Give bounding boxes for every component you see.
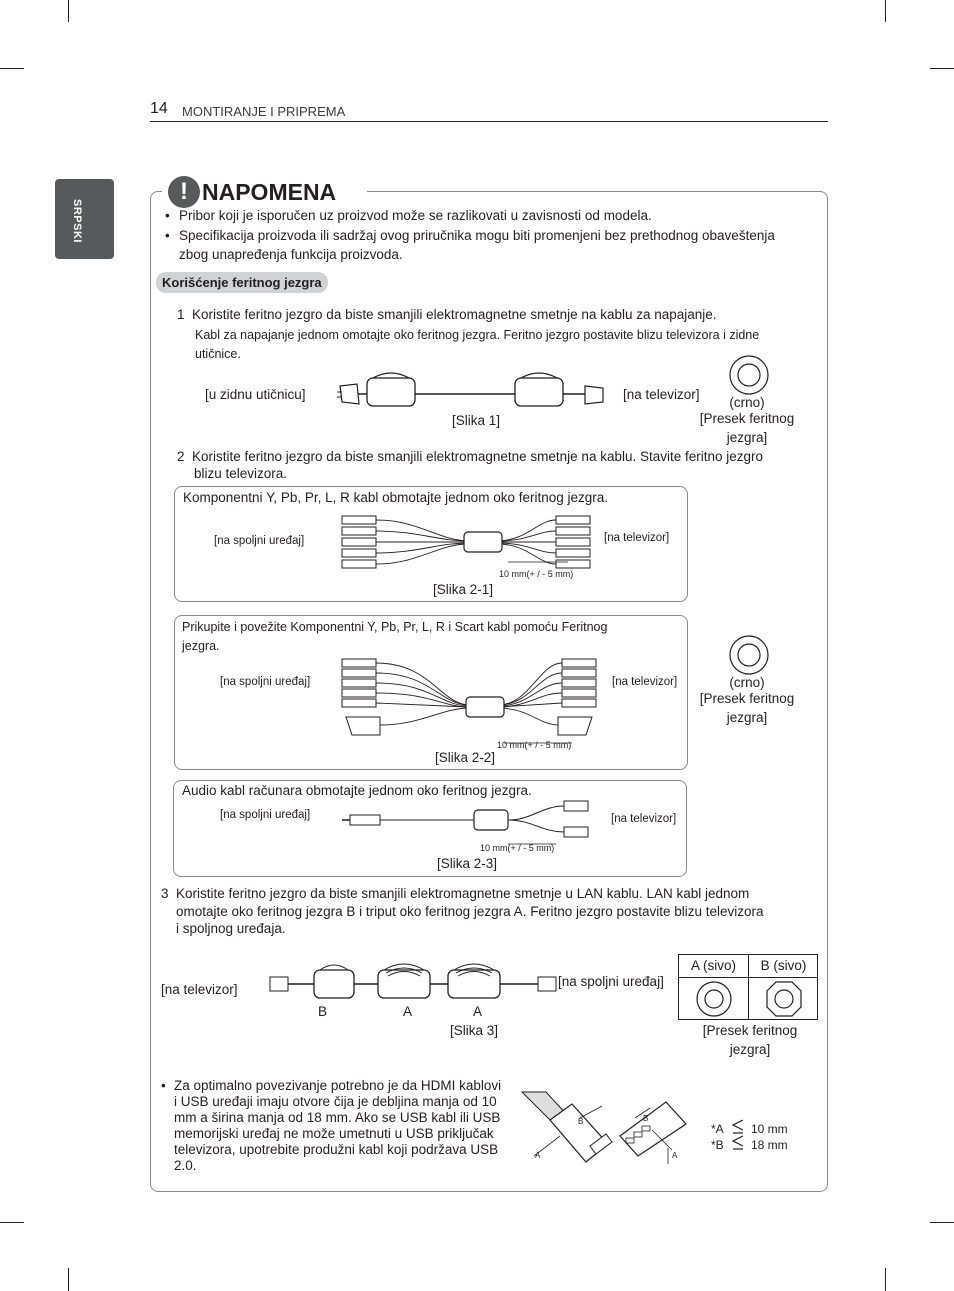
table-header: A (sivo) — [690, 958, 736, 973]
hdmi-note-line: i USB uređaji imaju otvore čija je debljina manja od 10 — [174, 1094, 497, 1109]
core-caption: jezgra] — [729, 1042, 771, 1057]
component-cable-figure — [338, 510, 594, 572]
step-text: blizu televizora. — [194, 466, 288, 481]
step-text: Koristite feritno jezgro da biste smanjili elektromagnetne smetnje u LAN kablu. LAN kabl jednom — [176, 886, 750, 901]
label-wall-outlet: [u zidnu utičnicu] — [205, 387, 306, 402]
label-to-tv: [na televizor] — [161, 982, 238, 997]
hdmi-usb-dimension-figure — [520, 1086, 695, 1168]
hdmi-note-line: televizora, upotrebite produžni kabl koji podržava USB — [174, 1142, 499, 1157]
dimension-label: 10 mm(+ / - 5 mm) — [499, 569, 574, 579]
spec-value: 10 mm — [751, 1122, 788, 1136]
label-to-tv: [na televizor] — [611, 813, 677, 825]
box-text: Audio kabl računara obmotajte jednom oko feritnog jezgra. — [182, 783, 532, 798]
step-detail: Kabl za napajanje jednom omotajte oko feritnog jezgra. Feritno jezgro postavite blizu televizora i zidne — [195, 328, 760, 342]
core-marker-a: A — [473, 1004, 483, 1019]
crop-mark — [930, 1222, 954, 1223]
bullet-dot: • — [165, 208, 170, 223]
dimension-marker-a: A — [672, 1151, 678, 1160]
power-cable-figure — [335, 370, 610, 415]
step-number: 3 — [161, 886, 169, 901]
bullet-dot: • — [165, 228, 170, 243]
core-caption: jezgra] — [726, 710, 768, 725]
label-external-device: [na spoljni uređaj] — [220, 809, 311, 821]
core-caption: [Presek feritnog — [699, 411, 795, 426]
figure-caption: [Slika 1] — [452, 413, 501, 428]
core-marker-b: B — [318, 1004, 328, 1019]
label-to-tv: [na televizor] — [604, 532, 670, 544]
ferrite-core-section-black — [727, 635, 771, 675]
hdmi-note-line: mm a širina manja od 18 mm. Ako se USB kabl ili USB — [174, 1110, 501, 1125]
bullet-dot: • — [161, 1078, 166, 1093]
crop-mark — [68, 0, 69, 22]
component-scart-cable-figure — [340, 655, 600, 745]
step-number: 2 — [177, 449, 185, 464]
crop-mark — [68, 1268, 69, 1291]
core-color-label: (crno) — [729, 675, 765, 690]
crop-mark — [0, 1222, 24, 1223]
step-detail: utičnice. — [195, 347, 241, 361]
core-color-label: (crno) — [729, 395, 765, 410]
crop-mark — [0, 68, 24, 69]
label-external-device: [na spoljni uređaj] — [558, 974, 664, 989]
hdmi-note-line: Za optimalno povezivanje potrebno je da HDMI kablovi — [174, 1078, 502, 1093]
language-tab — [55, 179, 114, 259]
label-to-tv: [na televizor] — [612, 676, 678, 688]
label-to-tv: [na televizor] — [623, 387, 700, 402]
ferrite-core-a-section — [695, 980, 733, 1018]
dimension-label: 10 mm(+ / - 5 mm) — [497, 740, 572, 750]
step-text: Koristite feritno jezgro da biste smanjili elektromagnetne smetnje na kablu. Stavite feritno jezgro — [192, 449, 764, 464]
exclamation-icon: ! — [168, 176, 200, 208]
note-bullet-cont: zbog unapređenja funkcija proizvoda. — [179, 247, 403, 262]
note-bullet: Pribor koji je isporučen uz proizvod može se razlikovati u zavisnosti od modela. — [179, 208, 652, 223]
box-text: Komponentni Y, Pb, Pr, L, R kabl obmotajte jednom oko feritnog jezgra. — [183, 490, 609, 505]
hdmi-note-line: memorijski uređaj ne može umetnuti u USB priključak — [174, 1126, 494, 1141]
dimension-marker-b: B — [643, 1114, 649, 1123]
lan-cable-figure — [268, 962, 558, 1004]
dimension-marker-a: A — [535, 1151, 541, 1160]
figure-caption: [Slika 2-3] — [437, 856, 498, 871]
step-text: i spoljnog uređaja. — [176, 921, 286, 936]
header-rule — [150, 121, 828, 122]
core-marker-a: A — [403, 1004, 413, 1019]
hdmi-note-line: 2.0. — [174, 1158, 197, 1173]
figure-caption: [Slika 3] — [450, 1023, 499, 1038]
dimension-marker-b: B — [578, 1117, 584, 1126]
table-header: B (sivo) — [760, 958, 807, 973]
label-external-device: [na spoljni uređaj] — [214, 535, 305, 547]
crop-mark — [930, 68, 954, 69]
crop-mark — [885, 1268, 886, 1291]
page-number: 14 — [150, 100, 168, 117]
crop-mark — [885, 0, 886, 22]
step-text: Koristite feritno jezgro da biste smanjili elektromagnetne smetnje na kablu za napajanje. — [192, 307, 717, 322]
spec-key: *A — [711, 1122, 724, 1136]
core-caption: [Presek feritnog — [702, 1023, 798, 1038]
language-tab-label: SRPSKI — [71, 199, 83, 243]
spec-key: *B — [711, 1138, 724, 1152]
ferrite-core-b-section — [765, 980, 803, 1018]
spec-value: 18 mm — [751, 1138, 788, 1152]
core-table — [678, 954, 818, 1020]
section-title: MONTIRANJE I PRIPREMA — [182, 104, 346, 119]
box-text: Prikupite i povežite Komponentni Y, Pb, Pr, L, R i Scart kabl pomoću Feritnog — [182, 620, 608, 634]
dimension-label: 10 mm(+ / - 5 mm) — [480, 843, 555, 853]
audio-cable-figure — [342, 798, 598, 848]
step-number: 1 — [177, 307, 185, 322]
core-caption: jezgra] — [726, 430, 768, 445]
less-equal-icon — [730, 1118, 746, 1152]
box-text: jezgra. — [182, 639, 220, 653]
core-caption: [Presek feritnog — [699, 691, 795, 706]
subheading-pill: Korišćenje feritnog jezgra — [156, 272, 328, 293]
note-title: NAPOMENA — [202, 179, 337, 205]
label-external-device: [na spoljni uređaj] — [220, 676, 311, 688]
ferrite-core-section-black — [727, 355, 771, 395]
figure-caption: [Slika 2-1] — [433, 582, 494, 597]
figure-caption: [Slika 2-2] — [435, 750, 496, 765]
note-bullet: Specifikacija proizvoda ili sadržaj ovog priručnika mogu biti promenjeni bez prethodnog obaveštenja — [179, 228, 775, 243]
step-text: omotajte oko feritnog jezgra B i triput oko feritnog jezgra A. Feritno jezgro postavite blizu televizora — [176, 904, 764, 919]
